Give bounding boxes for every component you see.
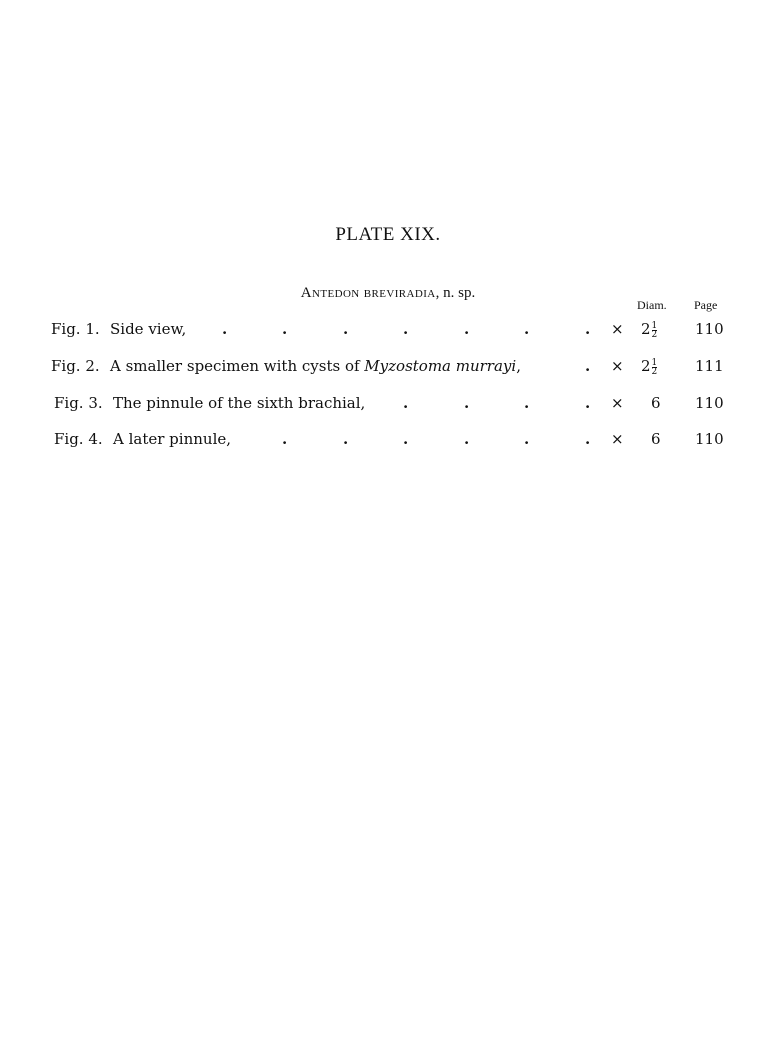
fraction-numerator: 1 [651,320,658,331]
page-number: 110 [695,320,724,338]
magnification: 6 [651,430,661,448]
magnification [641,318,657,340]
leader-dot: . [403,320,409,338]
leader-dot: . [585,320,591,338]
times-symbol: × [611,430,624,448]
times-symbol: × [611,320,624,338]
leader-dot: . [464,430,470,448]
leader-dot: . [524,394,530,412]
leader-dot: . [585,430,591,448]
page-column-header: Page [694,298,718,312]
figure-label: Fig. 3. [54,394,103,412]
fraction-denominator: 2 [651,329,658,340]
species-name: Antedon breviradia [300,285,436,301]
times-symbol: × [611,394,624,412]
figure-row-2 [0,355,776,377]
leader-dot: . [464,320,470,338]
figure-label: Fig. 2. [51,357,100,375]
figure-description: A later pinnule, [113,430,232,448]
magnification-whole: 2 [641,357,651,375]
figure-description [110,355,521,377]
diam-column-header: Diam. [637,298,667,312]
times-symbol: × [611,357,624,375]
leader-dot: . [524,430,530,448]
leader-dot: . [282,430,288,448]
page-number: 111 [695,357,724,375]
leader-dot: . [464,394,470,412]
figure-description: The pinnule of the sixth brachial, [113,394,366,412]
species-suffix: , n. sp. [435,285,476,301]
figure-description: Side view, [110,320,187,338]
magnification-fraction [652,322,658,339]
figure-label: Fig. 1. [51,320,100,338]
page-number: 110 [695,430,724,448]
figure-row-4 [0,428,776,450]
figure-row-3 [0,392,776,414]
page-title: PLATE XIX. [335,224,441,245]
leader-dot: . [403,430,409,448]
magnification [641,355,657,377]
leader-dot: . [585,357,591,375]
page-number: 110 [695,394,724,412]
magnification-fraction [652,359,658,376]
leader-dot: . [524,320,530,338]
figure-label: Fig. 4. [54,430,103,448]
leader-dot: . [403,394,409,412]
fraction-denominator: 2 [651,366,658,377]
figure-description-text: A smaller specimen with cysts of [110,357,365,375]
leader-dot: . [343,320,349,338]
magnification-whole: 2 [641,320,651,338]
leader-dot: . [343,430,349,448]
leader-dot: . [585,394,591,412]
fraction-numerator: 1 [651,357,658,368]
figure-row-1 [0,318,776,340]
leader-dot: . [282,320,288,338]
figure-description-punct: , [516,357,521,375]
leader-dot: . [222,320,228,338]
species-italic: Myzostoma murrayi [364,357,517,375]
magnification: 6 [651,394,661,412]
